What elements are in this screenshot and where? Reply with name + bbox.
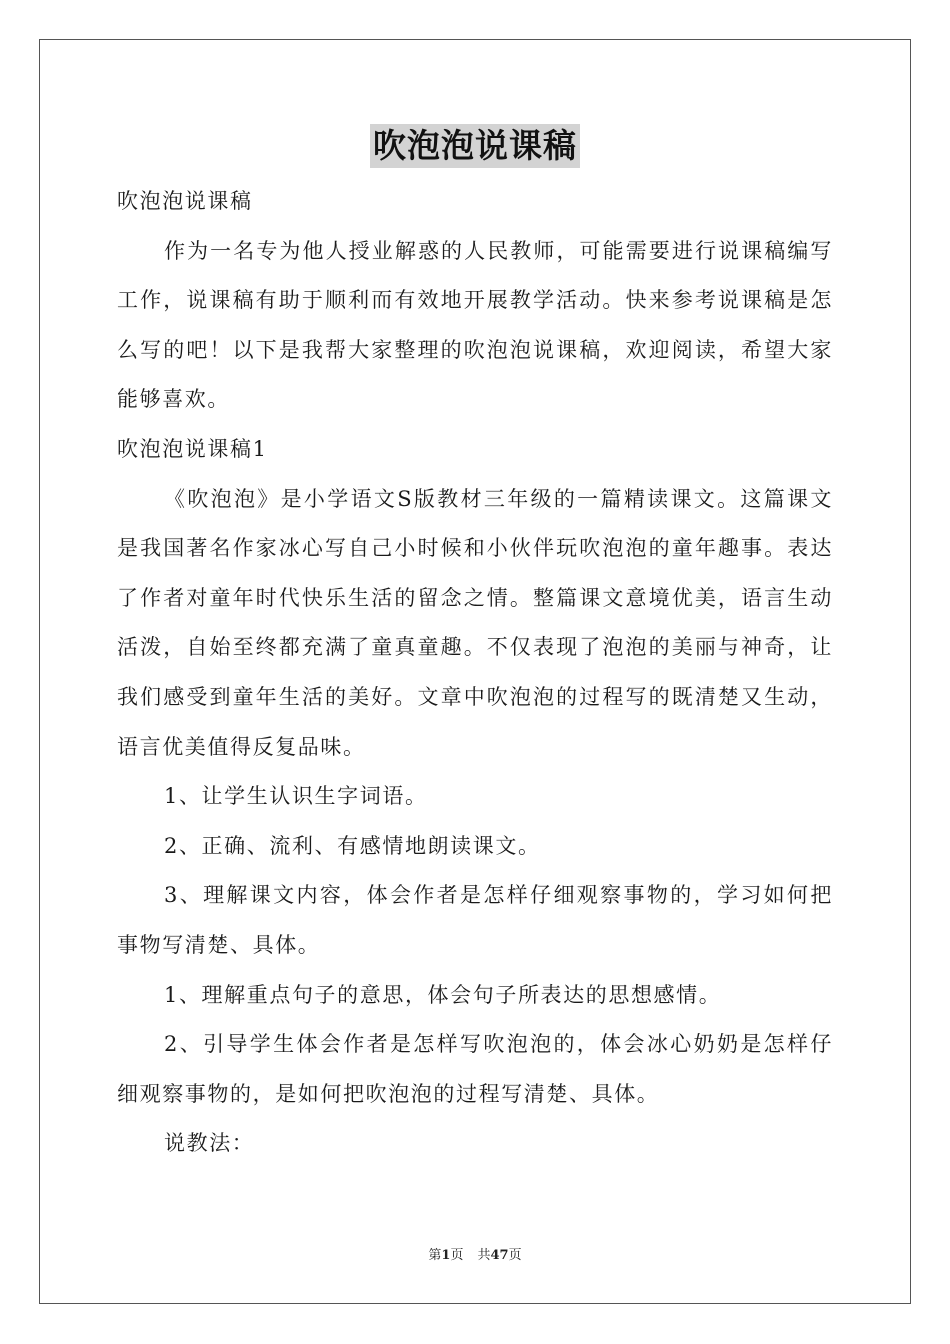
body-paragraph: 3、理解课文内容，体会作者是怎样仔细观察事物的，学习如何把事物写清楚、具体。 xyxy=(117,883,833,957)
body-paragraph: 《吹泡泡》是小学语文S版教材三年级的一篇精读课文。这篇课文是我国著名作家冰心写自己小时候和小伙伴玩吹泡泡的童年趣事。表达了作者对童年时代快乐生活的留念之情。整篇课文意境优美，语言生动活泼，自始至终都充满了童真童趣。不仅表现了泡泡的美丽与神奇，让我们感受到童年生活的美好。文章中吹泡泡的过程写的既清楚又生动，语言优美值得反复品味。 xyxy=(117,486,833,759)
page-number: 1 xyxy=(441,1248,451,1263)
section-heading: 吹泡泡说课稿 xyxy=(117,189,253,213)
page-footer xyxy=(0,1246,950,1266)
document-title: 吹泡泡说课稿 xyxy=(370,124,580,168)
body-paragraph: 作为一名专为他人授业解惑的人民教师，可能需要进行说课稿编写工作，说课稿有助于顺利而有效地开展教学活动。快来参考说课稿是怎么写的吧！以下是我帮大家整理的吹泡泡说课稿，欢迎阅读，希望大家能够喜欢。 xyxy=(117,238,833,412)
total-pages-prefix: 共 xyxy=(477,1248,491,1263)
section-heading: 吹泡泡说课稿1 xyxy=(117,436,268,461)
body-paragraph: 2、引导学生体会作者是怎样写吹泡泡的，体会冰心奶奶是怎样仔细观察事物的，是如何把吹泡泡的过程写清楚、具体。 xyxy=(117,1032,833,1106)
total-pages: 47 xyxy=(490,1248,509,1263)
total-pages-suffix: 页 xyxy=(508,1248,522,1263)
body-paragraph: 1、让学生认识生字词语。 xyxy=(164,784,428,809)
document-body xyxy=(117,177,833,1169)
body-paragraph: 说教法： xyxy=(164,1131,255,1156)
body-paragraph: 2、正确、流利、有感情地朗读课文。 xyxy=(164,833,541,858)
title-container xyxy=(0,124,950,168)
page-number-suffix: 页 xyxy=(450,1248,464,1263)
page-number-prefix: 第 xyxy=(428,1248,442,1263)
body-paragraph: 1、理解重点句子的意思，体会句子所表达的思想感情。 xyxy=(164,982,722,1007)
